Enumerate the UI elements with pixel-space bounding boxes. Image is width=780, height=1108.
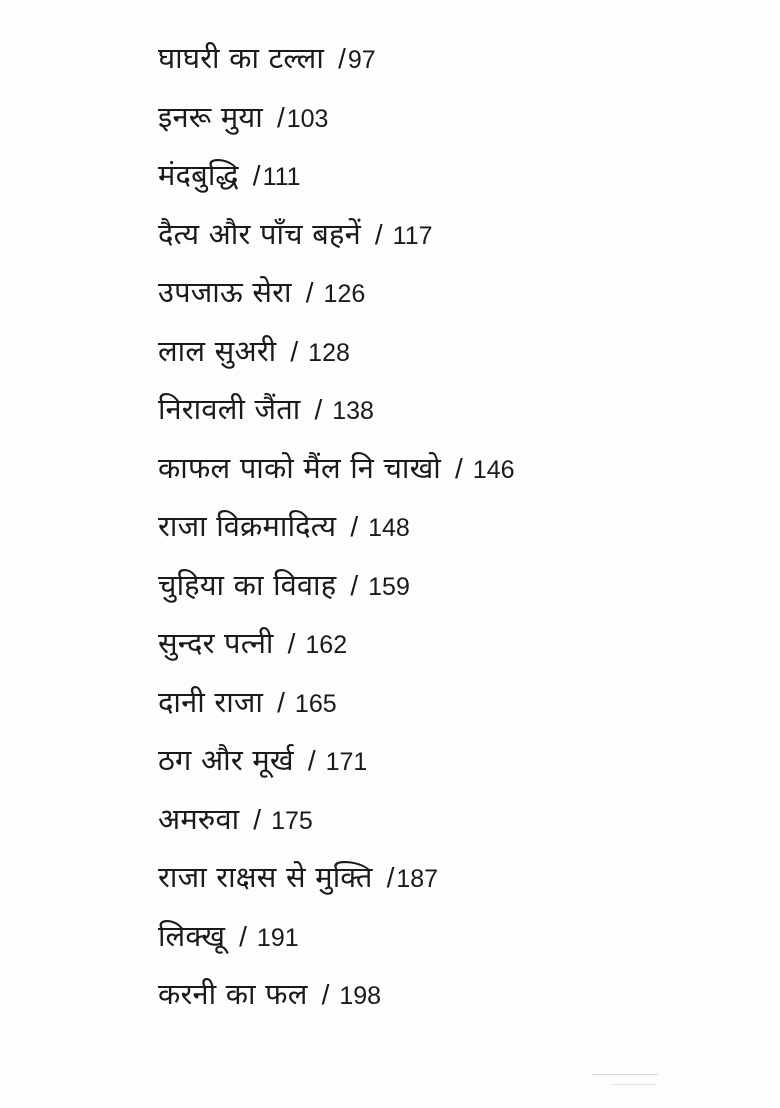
entry-separator: / — [338, 43, 346, 74]
entry-page-number: 126 — [323, 280, 366, 308]
entry-title: अमरुवा — [158, 801, 240, 836]
entry-separator: / — [290, 335, 299, 367]
entry-separator: / — [253, 803, 262, 835]
entry-separator: / — [276, 101, 285, 133]
toc-entry — [158, 973, 515, 1032]
entry-page-number: 148 — [368, 514, 410, 542]
entry-page-number: 128 — [308, 338, 350, 367]
entry-title: काफल पाको मैंल नि चाखो — [158, 450, 442, 485]
toc-entry — [158, 213, 515, 272]
entry-title: घाघरी का टल्ला — [158, 41, 325, 75]
toc-entry — [158, 96, 515, 155]
entry-separator: / — [321, 979, 330, 1010]
entry-page-number: 187 — [396, 865, 439, 893]
entry-title: करनी का फल — [158, 977, 308, 1011]
entry-title: निरावली जैंता — [158, 392, 301, 426]
entry-title: ठग और मूर्ख — [158, 743, 294, 777]
entry-title: राजा विक्रमादित्य — [158, 509, 337, 543]
toc-entry — [158, 856, 515, 915]
toc-entry — [158, 330, 515, 389]
entry-separator: / — [386, 862, 395, 893]
toc-entry — [158, 681, 515, 740]
entry-title: लिक्खू — [158, 918, 226, 953]
toc-entry — [158, 739, 515, 798]
entry-title: राजा राक्षस से मुक्ति — [158, 860, 373, 894]
entry-page-number: 198 — [339, 982, 382, 1010]
toc-entry — [158, 271, 515, 330]
entry-separator: / — [277, 686, 285, 718]
page-mark — [612, 1084, 656, 1085]
entry-page-number: 165 — [294, 689, 337, 718]
entry-page-number: 103 — [286, 104, 329, 133]
entry-separator: / — [239, 920, 247, 952]
toc-entry — [158, 798, 515, 857]
entry-page-number: 111 — [262, 163, 301, 191]
entry-page-number: 162 — [305, 631, 348, 659]
entry-separator: / — [287, 628, 296, 659]
entry-separator: / — [314, 394, 323, 425]
entry-separator: / — [350, 511, 359, 542]
entry-page-number: 191 — [256, 923, 299, 952]
toc-entry — [158, 915, 515, 974]
entry-separator: / — [350, 569, 359, 601]
toc-entry — [158, 37, 515, 96]
entry-title: दानी राजा — [158, 684, 264, 719]
entry-title: उपजाऊ सेरा — [158, 275, 292, 309]
entry-title: चुहिया का विवाह — [158, 567, 337, 602]
entry-title: दैत्य और पाँच बहनें — [158, 216, 361, 251]
page-mark — [592, 1074, 658, 1075]
entry-separator: / — [252, 160, 261, 191]
entry-page-number: 146 — [472, 455, 515, 484]
table-of-contents — [158, 37, 515, 1032]
entry-page-number: 97 — [347, 46, 376, 74]
toc-entry — [158, 505, 515, 564]
entry-title: लाल सुअरी — [158, 333, 277, 368]
toc-entry — [158, 154, 515, 213]
entry-separator: / — [374, 218, 383, 250]
entry-page-number: 117 — [392, 221, 433, 250]
entry-separator: / — [455, 452, 463, 484]
toc-entry — [158, 564, 515, 623]
entry-separator: / — [307, 745, 316, 776]
toc-entry — [158, 388, 515, 447]
entry-separator: / — [305, 277, 314, 308]
entry-page-number: 171 — [325, 748, 368, 776]
entry-title: मंदबुद्धि — [158, 158, 239, 192]
toc-entry — [158, 622, 515, 681]
entry-page-number: 159 — [368, 572, 410, 601]
toc-entry — [158, 447, 515, 506]
entry-page-number: 175 — [271, 806, 313, 835]
entry-title: इनरू मुया — [158, 99, 263, 134]
entry-title: सुन्दर पत्नी — [158, 626, 274, 660]
entry-page-number: 138 — [332, 397, 374, 425]
